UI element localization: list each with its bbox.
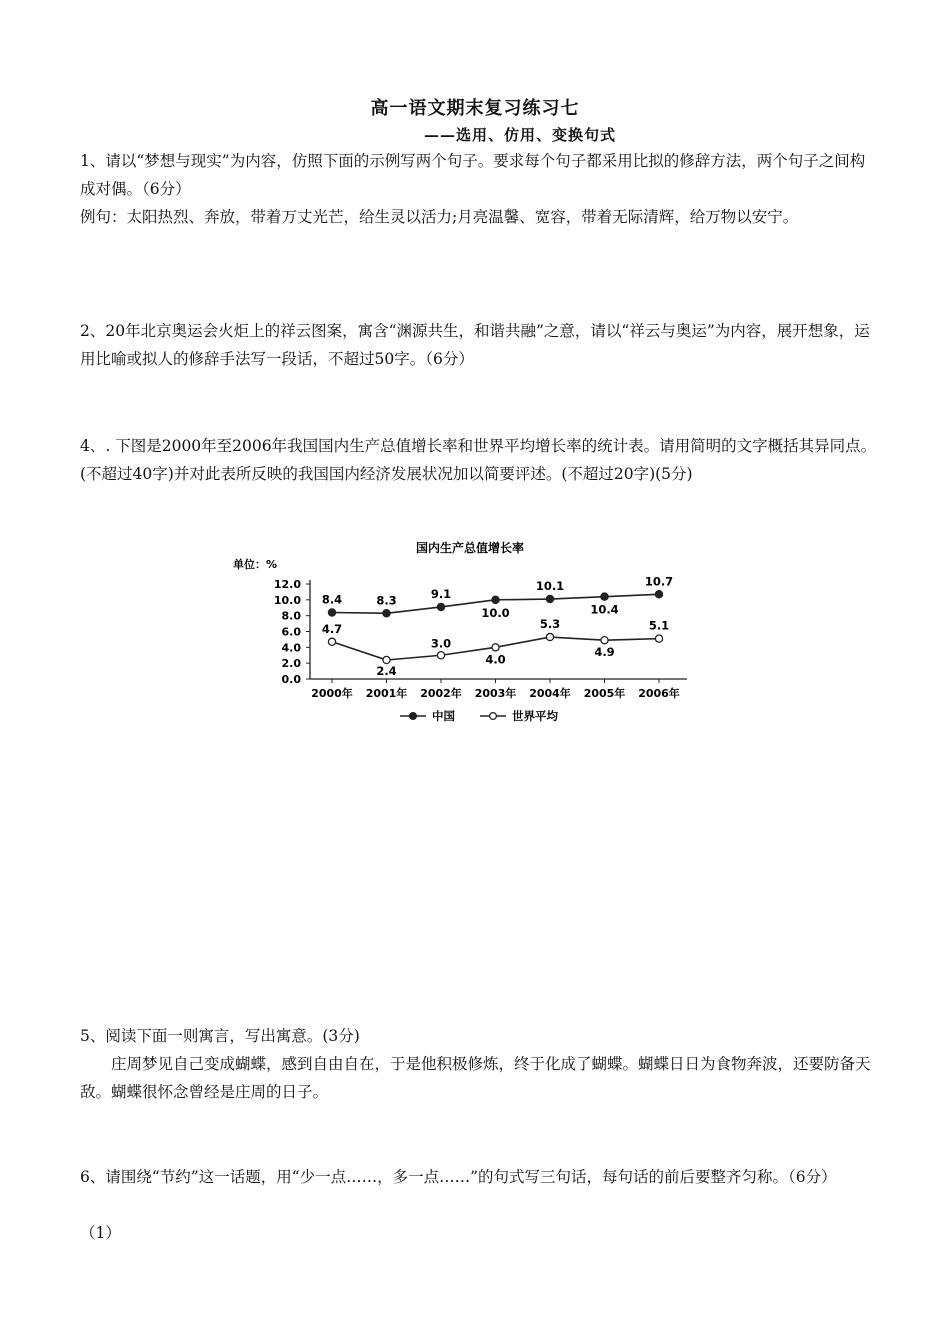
data-label: 10.4 bbox=[590, 602, 619, 617]
y-tick-label: 10.0 bbox=[273, 593, 301, 607]
x-tick-label: 2003年 bbox=[474, 687, 517, 700]
question-6-item-1: （1） bbox=[80, 1224, 121, 1242]
question-5-passage: 庄周梦见自己变成蝴蝶，感到自由自在，于是他积极修炼，终于化成了蝴蝶。蝴蝶日日为食物奔波，还要防备天敌。蝴蝶很怀念曾经是庄周的日子。 bbox=[80, 1055, 871, 1101]
data-point bbox=[437, 603, 444, 610]
data-point bbox=[546, 633, 553, 640]
y-tick-label: 8.0 bbox=[281, 609, 301, 623]
x-tick-label: 2001年 bbox=[365, 687, 408, 700]
data-label: 10.1 bbox=[535, 579, 565, 594]
document-subtitle: ——选用、仿用、变换句式 bbox=[424, 126, 617, 144]
legend-label: 中国 bbox=[432, 709, 455, 723]
y-tick-label: 0.0 bbox=[281, 673, 301, 686]
data-label: 4.7 bbox=[321, 621, 343, 636]
data-point bbox=[655, 591, 662, 598]
legend-label: 世界平均 bbox=[512, 709, 558, 723]
question-5-prompt: 5、阅读下面一则寓言，写出寓意。(3分) bbox=[80, 1027, 360, 1045]
chart-unit-label: 单位：% bbox=[233, 558, 278, 571]
data-label: 10.7 bbox=[644, 574, 674, 589]
data-point bbox=[437, 652, 444, 659]
x-tick-label: 2000年 bbox=[311, 687, 353, 700]
y-tick-label: 6.0 bbox=[281, 625, 301, 639]
data-point bbox=[601, 593, 608, 600]
x-tick-label: 2006年 bbox=[638, 687, 680, 700]
data-point bbox=[655, 635, 662, 642]
data-label: 9.1 bbox=[430, 586, 452, 601]
data-label: 8.4 bbox=[321, 592, 343, 607]
data-label: 2.4 bbox=[376, 664, 397, 678]
y-tick-label: 12.0 bbox=[273, 578, 301, 591]
x-tick-label: 2005年 bbox=[583, 687, 626, 700]
data-label: 4.9 bbox=[594, 645, 615, 660]
y-tick-label: 4.0 bbox=[281, 641, 301, 655]
data-point bbox=[328, 638, 335, 645]
data-point bbox=[383, 656, 390, 663]
data-point bbox=[546, 595, 553, 602]
y-tick-label: 2.0 bbox=[281, 657, 301, 671]
data-label: 5.3 bbox=[539, 617, 561, 632]
legend-marker bbox=[410, 713, 417, 720]
question-1-prompt: 1、请以“梦想与现实”为内容，仿照下面的示例写两个句子。要求每个句子都采用比拟的修辞方法，两个句子之间构成对偶。（6分） bbox=[80, 152, 866, 198]
question-1-example: 例句：太阳热烈、奔放，带着万丈光芒，给生灵以活力;月亮温馨、宽容，带着无际清辉，给万物以安宁。 bbox=[80, 208, 799, 226]
x-tick-label: 2002年 bbox=[420, 687, 462, 700]
chart-title: 国内生产总值增长率 bbox=[415, 541, 525, 555]
data-label: 5.1 bbox=[648, 618, 670, 633]
question-4-prompt: 4、. 下图是2000年至2006年我国国内生产总值增长率和世界平均增长率的统计表。请用简明的文字概括其异同点。(不超过40字)并对此表所反映的我国国内经济发展状况加以简要评述。(不超过20字)(5分) bbox=[80, 437, 877, 483]
data-point bbox=[492, 644, 499, 651]
data-label: 10.0 bbox=[481, 605, 510, 620]
legend-marker bbox=[490, 713, 497, 720]
data-label: 8.3 bbox=[376, 593, 397, 608]
data-point bbox=[601, 637, 608, 644]
data-point bbox=[383, 610, 390, 617]
x-tick-label: 2004年 bbox=[529, 687, 571, 700]
question-6-prompt: 6、请围绕“节约”这一话题，用“少一点……，多一点……”的句式写三句话，每句话的前后要整齐匀称。（6分） bbox=[80, 1168, 837, 1186]
data-label: 4.0 bbox=[485, 652, 506, 667]
data-label: 3.0 bbox=[430, 636, 452, 651]
question-2-prompt: 2、20年北京奥运会火炬上的祥云图案，寓含“渊源共生，和谐共融”之意，请以“祥云与奥运”为内容，展开想象，运用比喻或拟人的修辞手法写一段话，不超过50字。（6分） bbox=[80, 322, 870, 368]
gdp-growth-line-chart bbox=[225, 532, 725, 732]
data-point bbox=[328, 609, 335, 616]
data-point bbox=[492, 596, 499, 603]
document-title: 高一语文期末复习练习七 bbox=[370, 98, 580, 119]
